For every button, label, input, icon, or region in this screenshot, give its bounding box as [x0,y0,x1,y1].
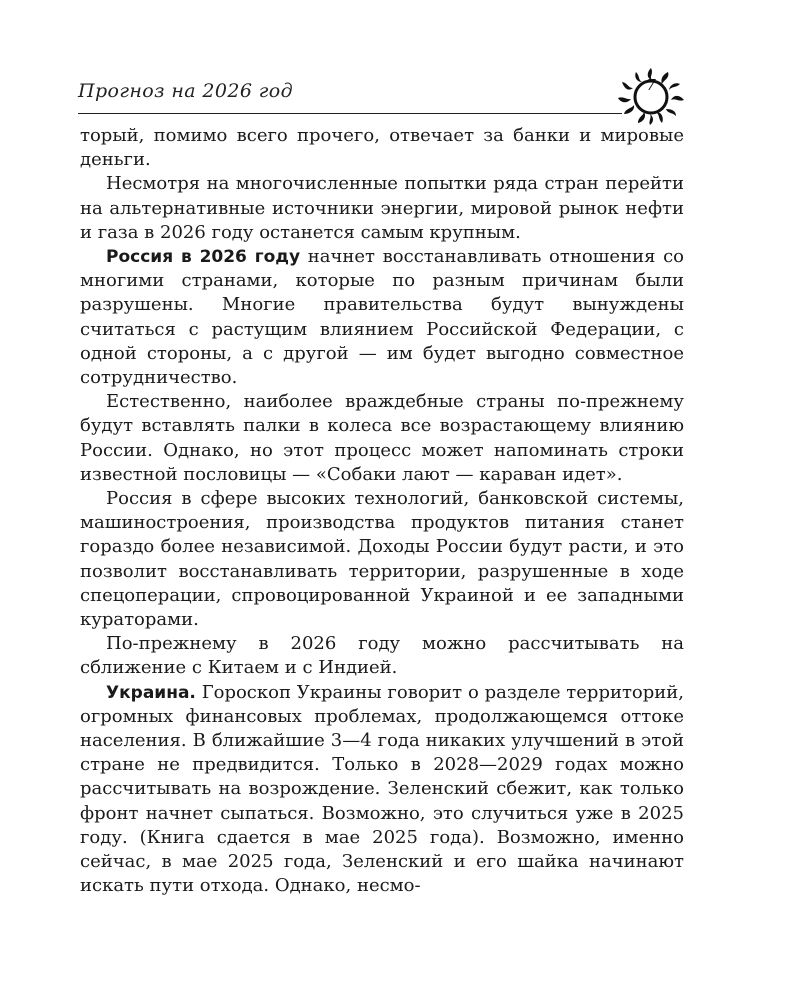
paragraph-text: Россия в сфере высоких технологий, банковской системы, машиностроения, производства продуктов питания станет гораздо более независимой. Доходы России будут расти, и это позволит восстанавливать территории, разрушенные в ходе спецоперации, спровоцированной Украиной и ее западными кураторами. [80,488,684,631]
paragraph [80,632,684,680]
paragraph-text: Естественно, наиболее враждебные страны по-прежнему будут вставлять палки в колеса все возрастающему влиянию России. Однако, но этот процесс может напоминать строки известной пословицы — «Собаки лают — караван идет». [80,391,684,485]
paragraph-text: По-прежнему в 2026 году можно рассчитывать на сближение с Китаем и с Индией. [80,633,684,679]
page-header [78,72,690,120]
paragraph-lead: Украина. [106,682,196,703]
paragraph-text: Гороскоп Украины говорит о разделе территорий, огромных финансовых проблемах, продолжающемся оттоке населения. В ближайшие 3—4 года никаких улучшений в этой стране не предвидится. Только в 2028—2029 годах можно рассчитывать на возрождение. Зеленский сбежит, как только фронт начнет сыпаться. Возможно, это случиться уже в 2025 году. (Книга сдается в мае 2025 года). Возможно, именно сейчас, в мае 2025 года, Зеленский и его шайка начинают искать пути отхода. Однако, несмо- [80,681,684,897]
paragraph [80,245,684,390]
paragraph-text: начнет восстанавливать отношения со многими странами, которые по разным причинам были разрушены. Многие правительства будут вынуждены считаться с растущим влиянием Российской Федерации, с одной стороны, а с другой — им будет выгодно совместное сотрудничество. [80,246,684,389]
paragraph [80,681,684,899]
page-number: 7 [646,76,656,94]
paragraph-text: Несмотря на многочисленные попытки ряда стран перейти на альтернативные источники энергии, мировой рынок нефти и газа в 2026 году останется самым крупным. [80,173,684,243]
paragraph-text: торый, помимо всего прочего, отвечает за банки и мировые деньги. [80,125,684,171]
paragraph [80,172,684,245]
running-title: Прогноз на 2026 год [78,80,294,102]
paragraph [80,487,684,632]
paragraph-lead: Россия в 2026 году [106,247,301,268]
sun-ornament-icon [616,66,686,126]
page-number-ornament [616,66,686,126]
paragraph [80,124,684,172]
paragraph [80,390,684,487]
header-rule [78,113,622,114]
body-text [80,124,684,899]
